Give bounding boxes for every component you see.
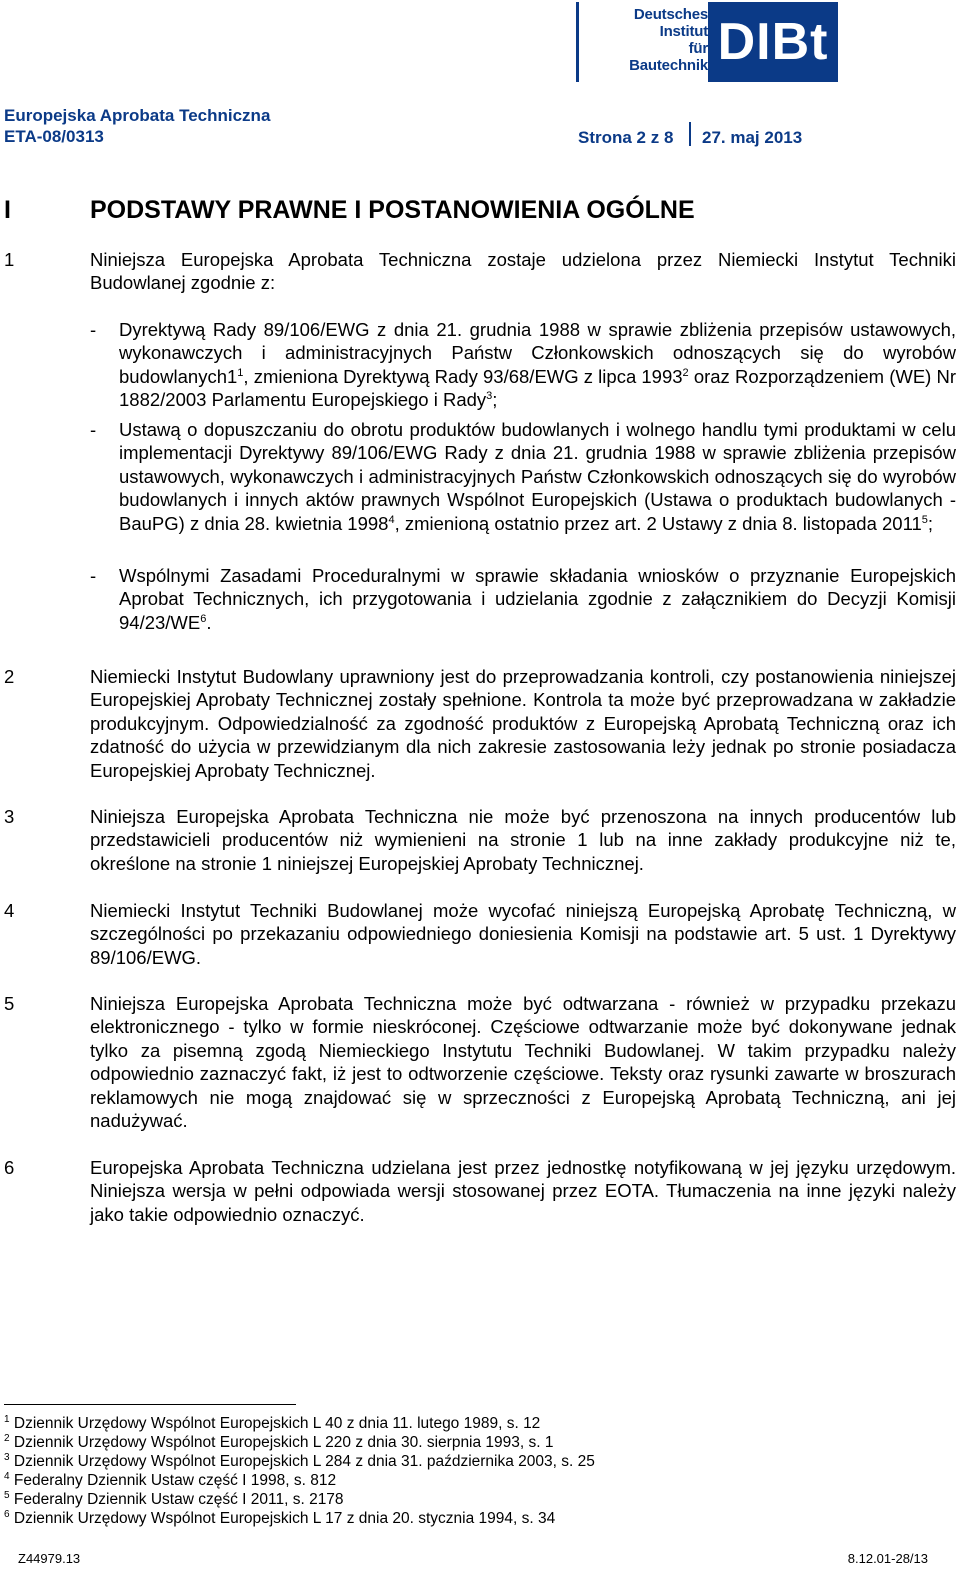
logo-line-4: Bautechnik	[629, 57, 708, 74]
logo-line-3: für	[688, 40, 708, 57]
bullet-text-1: Dyrektywą Rady 89/106/EWG z dnia 21. grudnia 1988 w sprawie zbliżenia przepisów ustawowych, wykonawczych i administracyjnych Państw Członkowskich odnoszących się do wyrobów $budowlanych1^1$, zmieniona Dyrektywą Rady 93/68/EWG z lipca 1993$^2$ oraz Rozporządzeniem (WE) Nr 1882/2003 Parlamentu Europejskiego i Rady$^3$;	[119, 319, 957, 411]
page-indicator: Strona 2 z 8	[578, 128, 674, 147]
item-text-3: Niniejsza Europejska Aprobata Techniczna nie może być przenoszona na innych producentów lub przedstawicieli producentów niż wymienieni na stronie 1 lub na inne zakłady produkcyjne niż te, określone na stronie 1 niniejszej Europejskiej Aprobaty Technicznej.	[90, 806, 956, 874]
section-title: PODSTAWY PRAWNE I POSTANOWIENIA OGÓLNE	[90, 196, 695, 224]
item-text-4: Niemiecki Instytut Techniki Budowlanej może wycofać niniejszą Europejską Aprobatę Techniczną, w szczególności po przekazaniu odpowiedniego doniesienia Komisji na podstawie art. 5 ust. 1 Dyrektywy 89/106/EWG.	[90, 900, 956, 968]
logo-wordmark	[586, 6, 708, 74]
bullet-dash: -	[90, 419, 97, 440]
logo-line-2: Institut	[659, 23, 708, 40]
document-date: 27. maj 2013	[702, 128, 803, 147]
item-number-2: 2	[4, 666, 15, 687]
item-text-5: Niniejsza Europejska Aprobata Techniczna może być odtwarzana - również w przypadku przekazu elektronicznego - tylko w formie nieskróconej. Częściowe odtwarzanie może być dokonywane jednak tylko za pisemną zgodą Niemieckiego Instytutu Techniki Budowlanej. W takim przypadku należy odpowiednio zaznaczyć fakt, iż jest to odtworzenie częściowe. Teksty oraz rysunki zawarte w broszurach reklamowych nie mogą znajdować się w sprzeczności z Europejską Aprobatą Techniczną, ani jej nadużywać.	[90, 993, 956, 1132]
item-number-4: 4	[4, 900, 15, 921]
logo-line-1: Deutsches	[633, 6, 708, 23]
footnote-2: $^2$ Dziennik Urzędowy Wspólnot Europejskich L 220 z dnia 30. sierpnia 1993, s. 1	[4, 1432, 554, 1451]
logo-mark: DIBt	[708, 2, 838, 82]
item-number-1: 1	[4, 249, 15, 270]
document-number: ETA-08/0313	[4, 127, 104, 146]
document-title: Europejska Aprobata Techniczna	[4, 106, 271, 125]
item-text-2: Niemiecki Instytut Budowlany uprawniony jest do przeprowadzania kontroli, czy postanowienia niniejszej Europejskiej Aprobaty Technicznej zostały spełnione. Kontrola ta może być przeprowadzana w zakładzie produkcyjnym. Odpowiedzialność za zgodność produktów z Europejską Aprobatą Techniczną oraz ich zdatność do użycia w przewidzianym dla nich zakresie zastosowania leży jednak po stronie posiadacza Europejskiej Aprobaty Technicznej.	[90, 666, 956, 781]
footnote-separator	[4, 1404, 296, 1405]
section-number: I	[4, 196, 11, 224]
logo-bar	[576, 2, 579, 82]
header-separator	[689, 122, 691, 146]
bullet-dash: -	[90, 319, 97, 340]
footnote-1: $^1$ Dziennik Urzędowy Wspólnot Europejskich L 40 z dnia 11. lutego 1989, s. 12	[4, 1413, 541, 1432]
bullet-text-2: Ustawą o dopuszczaniu do obrotu produktów budowlanych i wolnego handlu tymi produktami w celu implementacji Dyrektywy 89/106/EWG Rady z dnia 21. grudnia 1988 w sprawie zbliżenia przepisów ustawowych, wykonawczych i administracyjnych Państw Członkowskich odnoszących się do wyrobów budowlanych i innych aktów prawnych Wspólnot Europejskich (Ustawa o produktach budowlanych - BauPG) z dnia 28. kwietnia 1998$^4$, zmienioną ostatnio przez art. 2 Ustawy z dnia 8. listopada 2011$^5$;	[119, 419, 956, 534]
item-text-6: Europejska Aprobata Techniczna udzielana jest przez jednostkę notyfikowaną w jej języku urzędowym. Niniejsza wersja w pełni odpowiada wersji stosowanej przez EOTA. Tłumaczenia na inne języki należy jako takie odpowiednio oznaczyć.	[90, 1157, 956, 1225]
footnote-4: $^4$ Federalny Dziennik Ustaw część I 1998, s. 812	[4, 1470, 337, 1489]
footnote-3: $^3$ Dziennik Urzędowy Wspólnot Europejskich L 284 z dnia 31. października 2003, s. 25	[4, 1451, 595, 1470]
item-number-3: 3	[4, 806, 15, 827]
bullet-text-3: Wspólnymi Zasadami Proceduralnymi w sprawie składania wniosków o przyznanie Europejskich Aprobat Technicznych, ich przygotowania i udzielania zgodnie z załącznikiem do Decyzji Komisji $94/23/WE^6$.	[119, 565, 956, 633]
footer-file-number: 8.12.01-28/13	[847, 1551, 928, 1566]
bullet-dash: -	[90, 565, 97, 586]
dibt-logo	[576, 2, 838, 82]
footer-reference: Z44979.13	[18, 1551, 81, 1566]
footnote-6: $^6$ Dziennik Urzędowy Wspólnot Europejskich L 17 z dnia 20. stycznia 1994, s. 34	[4, 1508, 556, 1527]
item-number-6: 6	[4, 1157, 15, 1178]
item-text-1: Niniejsza Europejska Aprobata Techniczna zostaje udzielona przez Niemiecki Instytut Techniki Budowlanej zgodnie z:	[90, 249, 956, 294]
footnote-5: $^5$ Federalny Dziennik Ustaw część I 2011, s. 2178	[4, 1489, 344, 1508]
item-number-5: 5	[4, 993, 15, 1014]
